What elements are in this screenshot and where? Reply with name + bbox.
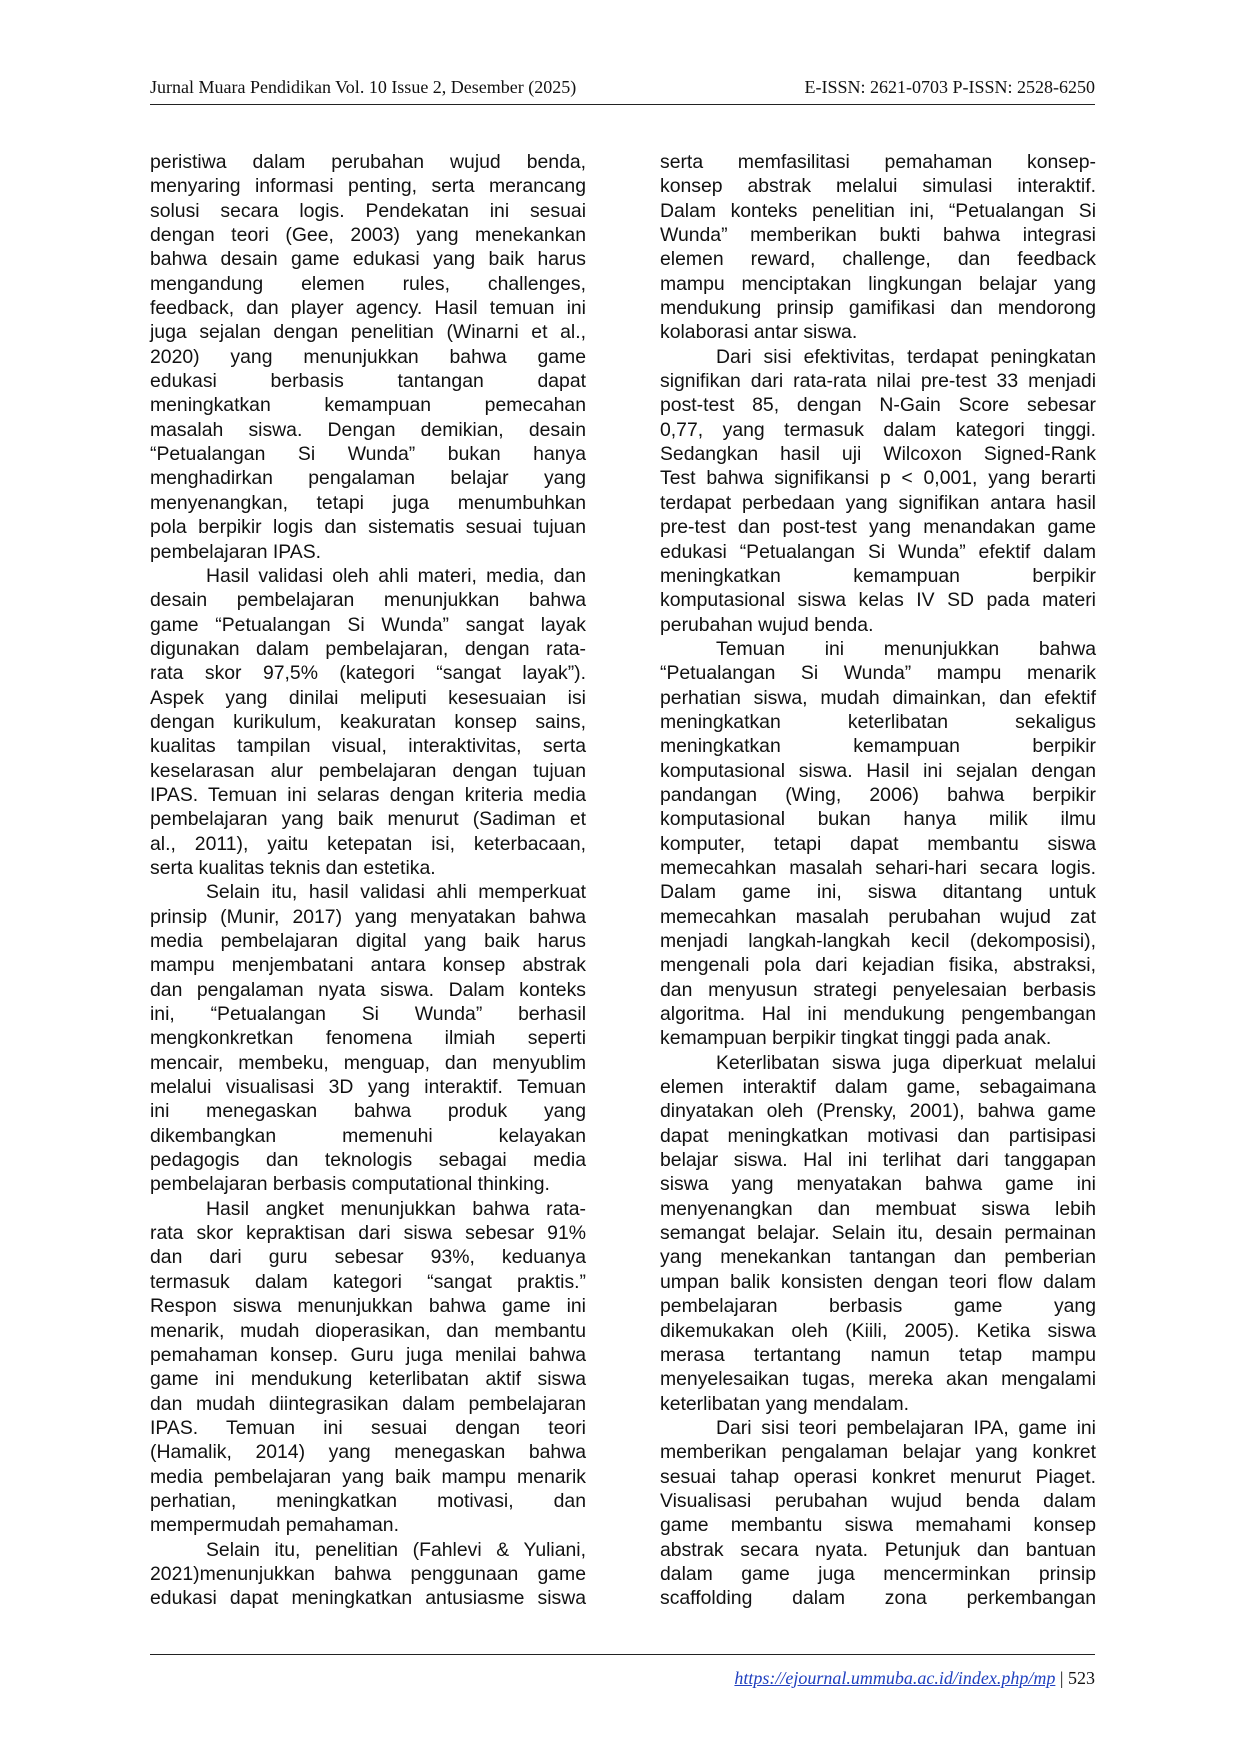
left-text-column bbox=[150, 150, 586, 1611]
text-line: termasuk dalam kategori “sangat praktis.” bbox=[150, 1270, 586, 1293]
text-line: dapat meningkatkan motivasi dan partisipasi bbox=[660, 1124, 1096, 1147]
page-number: 523 bbox=[1068, 1668, 1095, 1688]
paragraph bbox=[660, 637, 1096, 1051]
text-line: memecahkan masalah perubahan wujud zat bbox=[660, 905, 1096, 928]
text-line: IPAS. Temuan ini sesuai dengan teori bbox=[150, 1416, 586, 1439]
text-line: yang menekankan tantangan dan pemberian bbox=[660, 1246, 1096, 1269]
paragraph bbox=[150, 564, 586, 880]
text-line: menjadi langkah-langkah kecil (dekomposisi), bbox=[660, 930, 1096, 952]
text-line: perubahan wujud benda. bbox=[660, 613, 874, 636]
text-line: game “Petualangan Si Wunda” sangat layak bbox=[150, 613, 586, 636]
text-line: serta memfasilitasi pemahaman konsep- bbox=[660, 151, 1096, 173]
text-line: mempermudah pemahaman. bbox=[150, 1514, 399, 1537]
text-line: elemen interaktif dalam game, sebagaimana bbox=[660, 1076, 1096, 1099]
text-line: menyenangkan dan membuat siswa lebih bbox=[660, 1197, 1096, 1220]
text-line: Aspek yang dinilai meliputi kesesuaian isi bbox=[150, 686, 586, 709]
text-line: dan menyusun strategi penyelesaian berbasis bbox=[660, 978, 1096, 1001]
text-line: peristiwa dalam perubahan wujud benda, bbox=[150, 151, 586, 173]
text-line: semangat belajar. Selain itu, desain permainan bbox=[660, 1222, 1096, 1245]
text-line: mampu menciptakan lingkungan belajar yang bbox=[660, 272, 1096, 295]
paragraph bbox=[150, 880, 586, 1196]
text-line: game ini mendukung keterlibatan aktif siswa bbox=[150, 1368, 586, 1391]
right-text-column bbox=[660, 150, 1096, 1611]
text-line: algoritma. Hal ini mendukung pengembangan bbox=[660, 1003, 1096, 1026]
text-line: keterlibatan yang mendalam. bbox=[660, 1392, 909, 1415]
text-line: dengan teori (Gee, 2003) yang menekankan bbox=[150, 224, 586, 247]
text-line: bahwa desain game edukasi yang baik harus bbox=[150, 248, 586, 271]
text-line: memecahkan masalah sehari-hari secara logis. bbox=[660, 856, 1096, 879]
text-line: mencair, membeku, menguap, dan menyublim bbox=[150, 1051, 586, 1074]
text-line: kolaborasi antar siswa. bbox=[660, 321, 858, 344]
text-line: komputer, tetapi dapat membantu siswa bbox=[660, 832, 1096, 855]
footer-separator: | bbox=[1055, 1668, 1068, 1688]
text-line: al., 2011), yaitu ketepatan isi, keterbacaan, bbox=[150, 832, 586, 855]
text-line: dikembangkan memenuhi kelayakan bbox=[150, 1124, 586, 1147]
text-line: siswa yang menyatakan bahwa game ini bbox=[660, 1173, 1096, 1196]
text-line: desain pembelajaran menunjukkan bahwa bbox=[150, 589, 586, 612]
text-line: elemen reward, challenge, dan feedback bbox=[660, 248, 1096, 271]
text-line: Test bahwa signifikansi p < 0,001, yang berarti bbox=[660, 467, 1096, 490]
text-line: Dari sisi teori pembelajaran IPA, game ini bbox=[716, 1416, 1096, 1439]
text-line: Dari sisi efektivitas, terdapat peningkatan bbox=[716, 345, 1096, 368]
text-line: terdapat perbedaan yang signifikan antara hasil bbox=[660, 491, 1096, 514]
text-line: scaffolding dalam zona perkembangan bbox=[660, 1587, 1096, 1610]
text-line: Selain itu, penelitian (Fahlevi & Yuliani, bbox=[206, 1538, 586, 1561]
text-line: menyenangkan, tetapi juga menumbuhkan bbox=[150, 491, 586, 514]
text-line: 0,77, yang termasuk dalam kategori tinggi. bbox=[660, 418, 1096, 441]
paragraph bbox=[150, 1197, 586, 1538]
text-line: rata skor 97,5% (kategori “sangat layak”). bbox=[150, 662, 586, 685]
footer-rule bbox=[150, 1654, 1095, 1655]
text-line: media pembelajaran digital yang baik harus bbox=[150, 930, 586, 952]
text-line: ini menegaskan bahwa produk yang bbox=[150, 1100, 586, 1123]
text-line: melalui visualisasi 3D yang interaktif. Temuan bbox=[150, 1076, 586, 1099]
text-line: meningkatkan kemampuan berpikir bbox=[660, 735, 1096, 758]
header-rule bbox=[150, 104, 1095, 105]
text-line: meningkatkan kemampuan pemecahan bbox=[150, 394, 586, 417]
text-line: “Petualangan Si Wunda” bukan hanya bbox=[150, 443, 586, 466]
text-line: perhatian siswa, mudah dimainkan, dan efektif bbox=[660, 686, 1096, 709]
text-line: komputasional siswa kelas IV SD pada materi bbox=[660, 589, 1096, 612]
text-line: Keterlibatan siswa juga diperkuat melalui bbox=[716, 1051, 1096, 1074]
text-line: pembelajaran berbasis computational thinking. bbox=[150, 1173, 550, 1196]
text-line: komputasional bukan hanya milik ilmu bbox=[660, 808, 1096, 831]
text-line: media pembelajaran yang baik mampu menarik bbox=[150, 1465, 586, 1488]
text-line: komputasional siswa. Hasil ini sejalan dengan bbox=[660, 759, 1096, 782]
text-line: serta kualitas teknis dan estetika. bbox=[150, 856, 436, 879]
text-line: pembelajaran yang baik menurut (Sadiman et bbox=[150, 808, 586, 831]
text-line: dikemukakan oleh (Kiili, 2005). Ketika siswa bbox=[660, 1319, 1096, 1342]
text-line: keselarasan alur pembelajaran dengan tujuan bbox=[150, 759, 586, 782]
text-line: pembelajaran IPAS. bbox=[150, 540, 322, 563]
text-line: memberikan pengalaman belajar yang konkret bbox=[660, 1441, 1096, 1464]
text-line: mengandung elemen rules, challenges, bbox=[150, 272, 586, 295]
text-line: Selain itu, hasil validasi ahli memperkuat bbox=[206, 881, 586, 904]
text-line: mengkonkretkan fenomena ilmiah seperti bbox=[150, 1027, 586, 1050]
text-line: edukasi “Petualangan Si Wunda” efektif dalam bbox=[660, 540, 1096, 563]
page-footer bbox=[734, 1668, 1095, 1689]
paragraph bbox=[660, 1416, 1096, 1611]
text-line: (Hamalik, 2014) yang menegaskan bahwa bbox=[150, 1441, 586, 1464]
text-line: dengan kurikulum, keakuratan konsep sains, bbox=[150, 710, 586, 733]
text-line: Hasil angket menunjukkan bahwa rata- bbox=[206, 1197, 586, 1220]
text-line: meningkatkan kemampuan berpikir bbox=[660, 564, 1096, 587]
text-line: Sedangkan hasil uji Wilcoxon Signed-Rank bbox=[660, 443, 1096, 466]
text-line: Temuan ini menunjukkan bahwa bbox=[716, 637, 1096, 660]
paragraph bbox=[660, 150, 1096, 345]
journal-url-link[interactable]: https://ejournal.ummuba.ac.id/index.php/mp bbox=[734, 1668, 1056, 1688]
text-line: dan mudah diintegrasikan dalam pembelajaran bbox=[150, 1392, 586, 1415]
text-line: merasa tertantang namun tetap mampu bbox=[660, 1343, 1096, 1366]
text-line: mengenali pola dari kejadian fisika, abstraksi, bbox=[660, 954, 1096, 977]
text-line: kemampuan berpikir tingkat tinggi pada anak. bbox=[660, 1027, 1052, 1050]
text-line: perhatian, meningkatkan motivasi, dan bbox=[150, 1489, 586, 1512]
text-line: edukasi berbasis tantangan dapat bbox=[150, 370, 586, 393]
text-line: konsep abstrak melalui simulasi interaktif. bbox=[660, 175, 1096, 198]
text-line: masalah siswa. Dengan demikian, desain bbox=[150, 418, 586, 441]
text-line: pre-test dan post-test yang menandakan game bbox=[660, 516, 1096, 539]
text-line: Dalam game ini, siswa ditantang untuk bbox=[660, 881, 1096, 904]
journal-title: Jurnal Muara Pendidikan Vol. 10 Issue 2, Desember (2025) bbox=[150, 77, 577, 97]
text-line: pemahaman konsep. Guru juga menilai bahwa bbox=[150, 1343, 586, 1366]
text-line: rata skor kepraktisan dari siswa sebesar 91% bbox=[150, 1222, 586, 1245]
text-line: menyelesaikan tugas, mereka akan mengalami bbox=[660, 1368, 1096, 1391]
text-line: Dalam konteks penelitian ini, “Petualangan Si bbox=[660, 199, 1096, 222]
text-line: dinyatakan oleh (Prensky, 2001), bahwa game bbox=[660, 1100, 1096, 1123]
text-line: game membantu siswa memahami konsep bbox=[660, 1514, 1096, 1537]
text-line: signifikan dari rata-rata nilai pre-test 33 menjadi bbox=[660, 370, 1096, 393]
text-line: menghadirkan pengalaman belajar yang bbox=[150, 467, 586, 490]
text-line: pandangan (Wing, 2006) bahwa berpikir bbox=[660, 783, 1096, 806]
text-line: Hasil validasi oleh ahli materi, media, dan bbox=[206, 564, 586, 587]
paragraph bbox=[660, 345, 1096, 637]
text-line: mampu menjembatani antara konsep abstrak bbox=[150, 954, 586, 977]
text-line: “Petualangan Si Wunda” mampu menarik bbox=[660, 662, 1096, 685]
text-line: Wunda” memberikan bukti bahwa integrasi bbox=[660, 224, 1096, 247]
text-line: pembelajaran berbasis game yang bbox=[660, 1295, 1096, 1318]
paragraph bbox=[150, 1538, 586, 1611]
text-line: juga sejalan dengan penelitian (Winarni et al., bbox=[150, 321, 586, 344]
text-line: post-test 85, dengan N-Gain Score sebesar bbox=[660, 394, 1096, 417]
paragraph bbox=[150, 150, 586, 564]
text-line: dan pengalaman nyata siswa. Dalam konteks bbox=[150, 978, 586, 1001]
text-line: kualitas tampilan visual, interaktivitas, serta bbox=[150, 735, 586, 758]
paragraph bbox=[660, 1051, 1096, 1416]
text-line: 2020) yang menunjukkan bahwa game bbox=[150, 345, 586, 368]
text-line: feedback, dan player agency. Hasil temuan ini bbox=[150, 297, 586, 320]
text-line: mendukung prinsip gamifikasi dan mendorong bbox=[660, 297, 1096, 320]
text-line: Respon siswa menunjukkan bahwa game ini bbox=[150, 1295, 586, 1318]
issn-numbers: E-ISSN: 2621-0703 P-ISSN: 2528-6250 bbox=[804, 77, 1095, 97]
text-line: abstrak secara nyata. Petunjuk dan bantuan bbox=[660, 1538, 1096, 1561]
text-line: meningkatkan keterlibatan sekaligus bbox=[660, 710, 1096, 733]
text-line: sesuai tahap operasi konkret menurut Piaget. bbox=[660, 1465, 1096, 1488]
text-line: umpan balik konsisten dengan teori flow dalam bbox=[660, 1270, 1096, 1293]
text-line: 2021)menunjukkan bahwa penggunaan game bbox=[150, 1562, 586, 1585]
text-line: pola berpikir logis dan sistematis sesuai tujuan bbox=[150, 516, 586, 539]
text-line: prinsip (Munir, 2017) yang menyatakan bahwa bbox=[150, 905, 586, 928]
text-line: ini, “Petualangan Si Wunda” berhasil bbox=[150, 1003, 586, 1026]
text-line: Visualisasi perubahan wujud benda dalam bbox=[660, 1489, 1096, 1512]
text-line: belajar siswa. Hal ini terlihat dari tanggapan bbox=[660, 1149, 1096, 1172]
text-line: menarik, mudah dioperasikan, dan membantu bbox=[150, 1319, 586, 1342]
text-line: menyaring informasi penting, serta merancang bbox=[150, 175, 586, 198]
text-line: dalam game juga mencerminkan prinsip bbox=[660, 1562, 1096, 1585]
text-line: edukasi dapat meningkatkan antusiasme siswa bbox=[150, 1587, 586, 1610]
text-line: dan dari guru sebesar 93%, keduanya bbox=[150, 1246, 586, 1269]
text-line: pedagogis dan teknologis sebagai media bbox=[150, 1149, 586, 1172]
text-line: IPAS. Temuan ini selaras dengan kriteria media bbox=[150, 783, 586, 806]
text-line: solusi secara logis. Pendekatan ini sesuai bbox=[150, 199, 586, 222]
text-line: digunakan dalam pembelajaran, dengan rata- bbox=[150, 637, 586, 660]
